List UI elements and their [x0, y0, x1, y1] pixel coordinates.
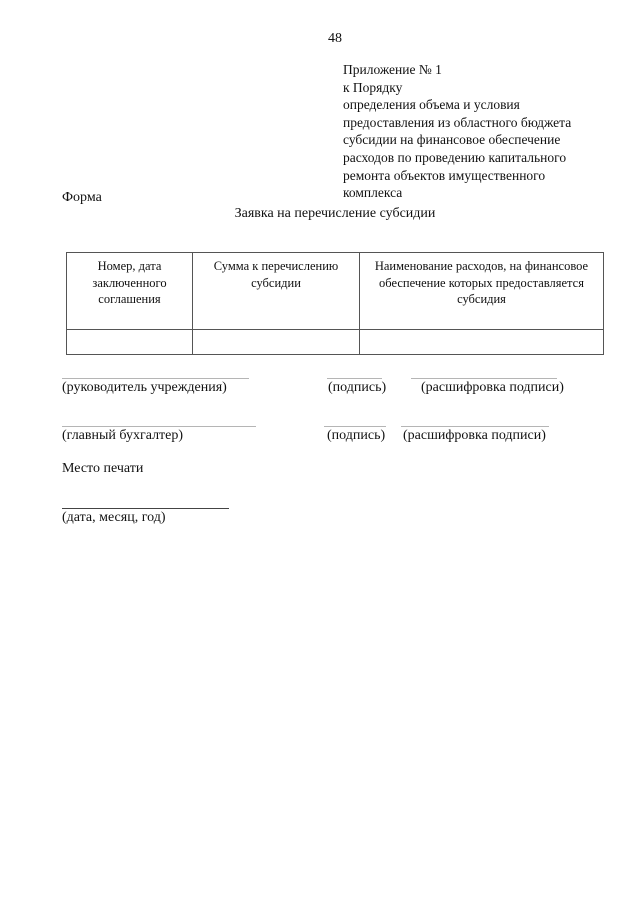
accountant-signature-line — [324, 426, 386, 427]
head-signature-line — [327, 378, 382, 379]
stamp-place-label: Место печати — [62, 461, 144, 476]
date-line — [62, 508, 229, 509]
appendix-line: ремонта объектов имущественного — [343, 167, 546, 183]
head-decoding-caption: (расшифровка подписи) — [421, 380, 564, 395]
header-transfer-amount: Сумма к перечислению субсидии — [193, 253, 360, 330]
page-number: 48 — [328, 31, 342, 46]
head-role-line — [62, 378, 249, 379]
accountant-decoding-line — [401, 426, 549, 427]
head-signature-caption: (подпись) — [328, 380, 387, 395]
document-title: Заявка на перечисление субсидии — [234, 206, 436, 221]
table-cell[interactable] — [67, 330, 193, 355]
subsidy-request-table — [66, 252, 604, 355]
header-agreement-number-date: Номер, дата заключенного соглашения — [67, 253, 193, 330]
appendix-line: субсидии на финансовое обеспечение — [343, 132, 561, 148]
accountant-role-line — [62, 426, 256, 427]
accountant-signature-caption: (подпись) — [327, 428, 386, 443]
accountant-role-caption: (главный бухгалтер) — [62, 428, 184, 443]
appendix-line: к Порядку — [343, 79, 403, 95]
appendix-line: расходов по проведению капитального — [343, 149, 567, 165]
accountant-decoding-caption: (расшифровка подписи) — [403, 428, 546, 443]
appendix-line: определения объема и условия — [343, 97, 520, 113]
appendix-block — [343, 61, 603, 202]
table-cell[interactable] — [193, 330, 360, 355]
table-header-row — [67, 253, 604, 330]
head-decoding-line — [411, 378, 557, 379]
head-role-caption: (руководитель учреждения) — [62, 380, 227, 395]
date-caption: (дата, месяц, год) — [62, 510, 166, 525]
appendix-line: предоставления из областного бюджета — [343, 114, 572, 130]
table-row — [67, 330, 604, 355]
appendix-line: Приложение № 1 — [343, 62, 442, 77]
form-label: Форма — [62, 190, 102, 205]
table-cell[interactable] — [360, 330, 604, 355]
appendix-line: комплекса — [343, 185, 403, 201]
header-expense-name: Наименование расходов, на финансовое обеспечение которых предоставляется субсидия — [360, 253, 604, 330]
